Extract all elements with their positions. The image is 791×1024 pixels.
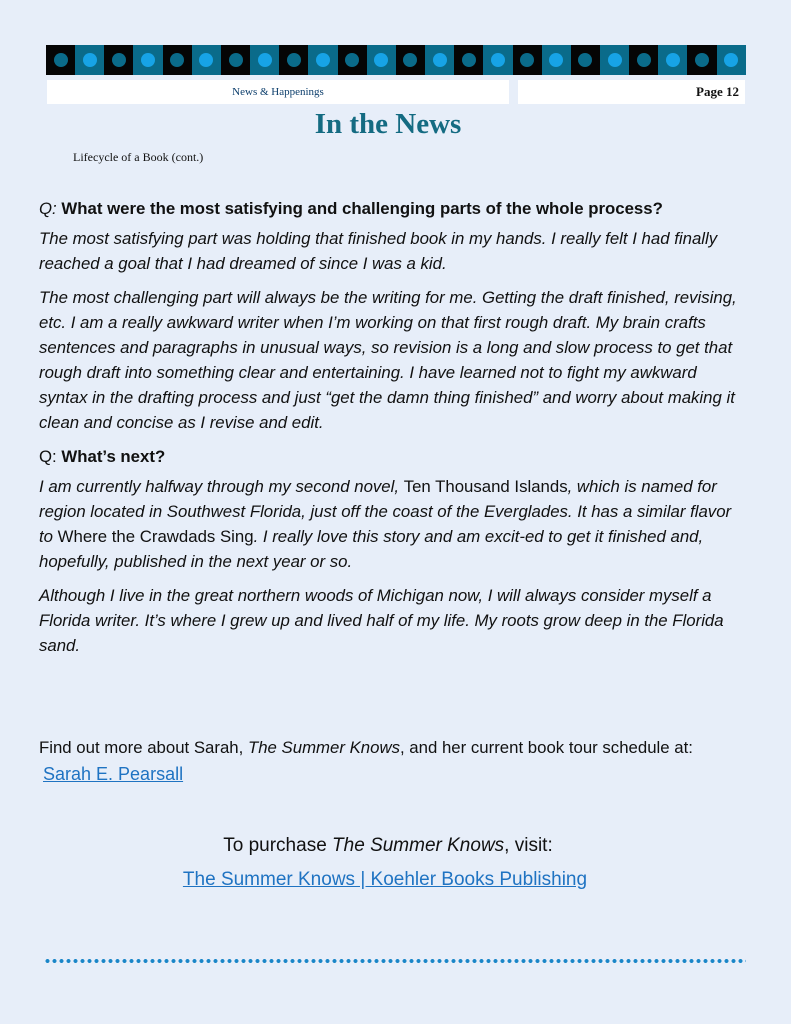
- book-title: The Summer Knows: [332, 835, 505, 856]
- band-dot-cell: [396, 45, 425, 75]
- band-dot-cell: [454, 45, 483, 75]
- question-text: What were the most satisfying and challenging parts of the whole process?: [61, 199, 663, 218]
- band-dot-cell: [250, 45, 279, 75]
- band-dot-cell: [483, 45, 512, 75]
- band-dot-cell: [104, 45, 133, 75]
- purchase-text: , visit:: [504, 835, 553, 856]
- purchase-text: To purchase: [223, 835, 333, 856]
- band-dot-cell: [717, 45, 746, 75]
- book-title-crawdads: Where the Crawdads Sing: [57, 527, 254, 546]
- band-dot: [345, 53, 359, 67]
- publisher-link[interactable]: The Summer Knows | Koehler Books Publishing: [182, 869, 588, 890]
- question-1: [39, 196, 739, 221]
- page-title: In the News: [314, 108, 462, 140]
- question-text: What’s next?: [61, 447, 166, 466]
- answer-2-paragraph-1: [39, 474, 739, 574]
- question-prefix: Q:: [39, 199, 57, 218]
- band-dot: [433, 53, 447, 67]
- question-prefix: Q:: [39, 447, 57, 466]
- page-subtitle: Lifecycle of a Book (cont.): [73, 150, 204, 164]
- band-dot-cell: [163, 45, 192, 75]
- band-dot: [199, 53, 213, 67]
- answer-1-paragraph-2: The most challenging part will always be the writing for me. Getting the draft finished, revising, etc. I am a really awkward writer when I’m working on that first rough draft. My brain crafts sentences and paragraphs in unusual ways, so revision is a long and slow process to get that rough draft into something clear and entertaining. I have learned not to fight my awkward syntax in the drafting process and just “get the damn thing finished” and worry about making it clean and concise as I revise and edit.: [39, 288, 737, 432]
- purchase-line: [0, 832, 776, 860]
- band-dot-cell: [192, 45, 221, 75]
- band-dot: [520, 53, 534, 67]
- answer-1-paragraph-1: The most satisfying part was holding that finished book in my hands. I really felt I had finally reached a goal that I had dreamed of since I was a kid.: [39, 229, 718, 273]
- band-dot-cell: [338, 45, 367, 75]
- band-dot: [374, 53, 388, 67]
- band-dot-cell: [46, 45, 75, 75]
- band-dot: [229, 53, 243, 67]
- interview-body: [39, 196, 739, 658]
- band-dot: [403, 53, 417, 67]
- answer-text: . I really love this story and am excit-ed to get it finished and, hopefully, published in the next year or so.: [39, 527, 704, 571]
- band-dot: [83, 53, 97, 67]
- band-dot-cell: [629, 45, 658, 75]
- find-more-paragraph: [39, 735, 739, 788]
- band-dot: [170, 53, 184, 67]
- band-dot: [608, 53, 622, 67]
- band-dot: [491, 53, 505, 67]
- band-dot-cell: [658, 45, 687, 75]
- band-dot-cell: [308, 45, 337, 75]
- dotted-divider: [44, 958, 746, 964]
- band-dot: [695, 53, 709, 67]
- section-header: [47, 80, 509, 104]
- band-dot: [258, 53, 272, 67]
- question-2: [39, 444, 739, 469]
- band-dot: [141, 53, 155, 67]
- band-dot: [112, 53, 126, 67]
- decorative-dot-band: [46, 45, 746, 75]
- book-title: The Summer Knows: [247, 738, 400, 757]
- find-text: Find out more about Sarah,: [39, 738, 248, 757]
- answer-text: , which is named for region located in Southwest Florida, just off the coast of the Everglades. It has a similar flavor to: [39, 477, 732, 546]
- section-label: News & Happenings: [232, 86, 324, 98]
- find-text: , and her current book tour schedule at:: [399, 738, 693, 757]
- band-dot-cell: [687, 45, 716, 75]
- band-dot: [637, 53, 651, 67]
- answer-2-paragraph-2: Although I live in the great northern woods of Michigan now, I will always consider myself a Florida writer. It’s where I grew up and lived half of my life. My roots grow deep in the Florida sand.: [39, 586, 724, 655]
- band-dot: [54, 53, 68, 67]
- band-dot-cell: [425, 45, 454, 75]
- band-dot-cell: [600, 45, 629, 75]
- band-dot-cell: [367, 45, 396, 75]
- band-dot-cell: [279, 45, 308, 75]
- band-dot-cell: [571, 45, 600, 75]
- band-dot: [462, 53, 476, 67]
- band-dot: [549, 53, 563, 67]
- book-title-ten-thousand-islands: Ten Thousand Islands: [403, 477, 568, 496]
- band-dot: [287, 53, 301, 67]
- band-dot: [666, 53, 680, 67]
- purchase-link-row: [0, 869, 770, 891]
- band-dot: [724, 53, 738, 67]
- band-dot-cell: [221, 45, 250, 75]
- band-dot: [578, 53, 592, 67]
- page-number-box: [518, 80, 745, 104]
- band-dot-cell: [75, 45, 104, 75]
- page-number: Page 12: [696, 84, 739, 99]
- author-website-link[interactable]: Sarah E. Pearsall: [43, 764, 184, 784]
- answer-text: I am currently halfway through my second novel,: [39, 477, 404, 496]
- band-dot-cell: [133, 45, 162, 75]
- band-dot-cell: [542, 45, 571, 75]
- band-dot-cell: [513, 45, 542, 75]
- band-dot: [316, 53, 330, 67]
